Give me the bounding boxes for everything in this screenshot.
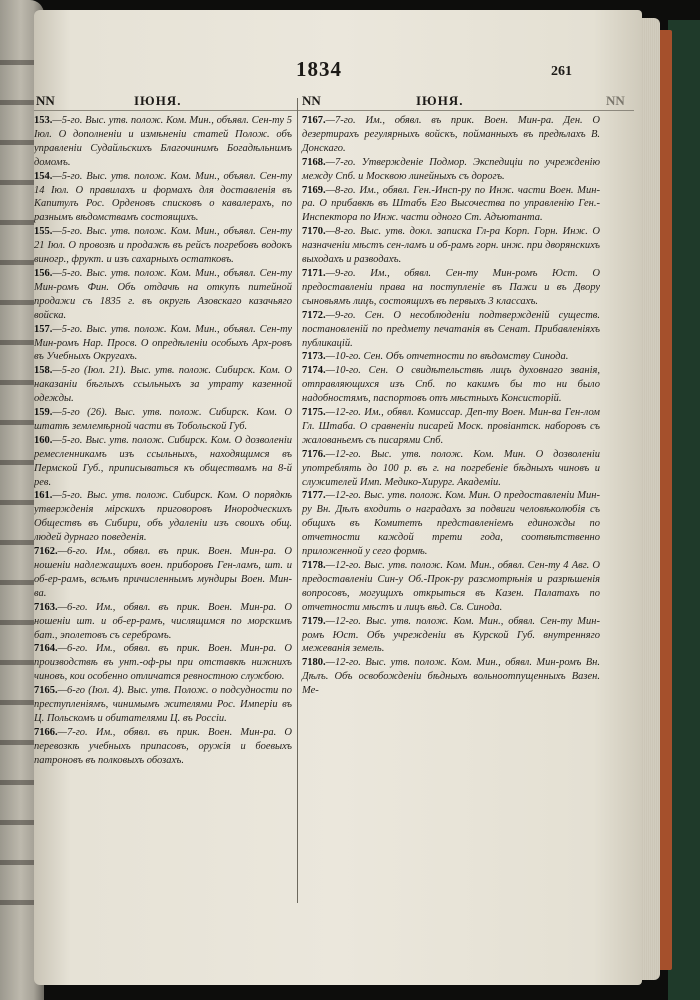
entry-text: —5-го. Выс. утв. полож. Ком. Мин., объявл. Сен-ту Мин-ромъ Фин. Объ отдачѣ на откупъ питейной продажи съ 1835 г. въ округѣ Азовскаго казачьяго войска. <box>34 267 292 321</box>
law-entry <box>302 156 600 184</box>
entry-number: 155. <box>34 226 53 238</box>
law-entry <box>34 726 292 768</box>
entry-text: —9-го. Сен. О несоблюденіи подтвержденій существ. постановленій по предмету печатанія въ Сенат. Прибавленіяхъ публикацій. <box>302 309 600 349</box>
entry-text: —7-го. Им., обявл. въ прик. Воен. Мин-ра. Ден. О дезертирахъ регулярныхъ войскъ, пойманныхъ въ предѣлахъ В. Донскаго. <box>302 115 600 154</box>
law-entry <box>34 225 292 267</box>
page-number: 261 <box>551 64 572 79</box>
law-entry <box>302 225 600 267</box>
entry-number: 7167. <box>302 115 326 126</box>
law-entry <box>302 559 600 615</box>
law-entry <box>302 114 600 156</box>
law-entry <box>302 406 600 448</box>
right-column-nn-heading: NN <box>302 93 321 108</box>
law-entry <box>34 545 292 601</box>
left-column-nn-heading: NN <box>36 93 55 108</box>
law-entry <box>34 642 292 684</box>
law-entry <box>34 684 292 726</box>
entry-number: 158. <box>34 365 53 377</box>
entry-number: 7164. <box>34 643 58 655</box>
entry-text: —5-го. Выс. утв. полож. Ком. Мин., объявл. Сен-ту 21 Іюл. О провозѣ и продажѣ въ рейсъ погребовъ водокъ виногр., фрукт. и изъ сахарныхъ остатковъ. <box>34 226 292 266</box>
entry-number: 7179. <box>302 615 326 627</box>
header-rule <box>34 110 634 111</box>
entry-number: 7172. <box>302 309 326 321</box>
law-entry <box>302 364 600 406</box>
law-entry <box>34 267 292 323</box>
entry-text: —7-го. Им., обявл. въ прик. Воен. Мин-ра. О перевозкѣ учебныхъ припасовъ, оружія и боевыхъ патроновъ въ полковыхъ обозахъ. <box>34 726 292 766</box>
law-entry <box>34 434 292 490</box>
entry-text: —6-го. Им., обявл. въ прик. Воен. Мин-ра. О производствѣ въ унт.-оф-ры при отставкѣ нижнихъ чиновъ, кои особенно отличатся ревностною службою. <box>34 643 292 683</box>
entry-number: 160. <box>34 434 53 446</box>
page-year-heading: 1834 <box>296 57 342 81</box>
entry-text: —6-го. Им., обявл. въ прик. Воен. Мин-ра. О ношеніи шт. и об-ер-рамъ, числящимся по морскимъ бат., эполетовъ съ серебромъ. <box>34 601 292 641</box>
entry-text: —8-го. Выс. утв. докл. записка Гл-ра Корп. Горн. Инж. О назначеніи мѣстъ сен-ламъ и об-рамъ горн. инж. при дворянскихъ выходахъ и разводахъ. <box>302 226 600 266</box>
entry-text: —5-го. Выс. утв. полож. Ком. Мин., объявл. Сен-ту 5 Іюл. О дополненіи и измѣненіи статей Полож. объ управленіи Судайльскихъ Благочинимъ Богадѣльнимъ домомъ. <box>34 115 292 168</box>
right-column <box>302 114 600 698</box>
law-entry <box>34 114 292 170</box>
entry-text: —12-го. Выс. утв. полож. Ком. Мин., обявл. Сен-ту Мин-ромъ Юст. Объ учрежденіи въ Курской Губ. внутренняго межеванія земель. <box>302 615 600 655</box>
entry-text: —5-го. Выс. утв. полож. Ком. Мин., объявл. Сен-ту 14 Іюл. О правилахъ и формахъ для доставленія въ Капитулъ Рос. Орденовъ списковъ о кавалерахъ, по разнымъ вѣдомствамъ состоящихъ. <box>34 170 292 224</box>
entry-text: —12-го. Выс. утв. полож. Ком. Мин. О предоставленіи Мин-ру Вн. Дѣлъ входить о наградахъ за подвиги человѣколюбія съ общихъ въ Комитетъ представленіемъ единожды по отчетности каждой трети года, соотвѣтственно приложенной у сего формѣ. <box>302 490 600 558</box>
entry-number: 7168. <box>302 156 326 168</box>
law-entry <box>302 448 600 490</box>
entry-text: —9-го. Им., обявл. Сен-ту Мин-ромъ Юст. О предоставленіи права на поступленіе въ Пажи и въ Двору сыновьямъ лицъ, состоящихъ въ первыхъ 3 классахъ. <box>302 267 600 307</box>
book-cover-green <box>668 20 700 1000</box>
entry-number: 7173. <box>302 351 326 363</box>
entry-number: 7177. <box>302 490 326 502</box>
entry-number: 7176. <box>302 448 326 460</box>
entry-number: 7180. <box>302 657 326 669</box>
entry-text: —12-го. Выс. утв. полож. Ком. Мин., обявл. Сен-ту 4 Авг. О предоставленіи Син-у Об.-Прок-ру разсмотрѣнія и разрѣшенія вопросовъ, могущихъ открыться въ Казен. Палатахъ по отчетности мѣстъ и лицъ вѣд. Св. Синода. <box>302 560 600 613</box>
entry-number: 156. <box>34 267 53 279</box>
entry-text: —5-го (26). Выс. утв. полож. Сибирск. Ком. О штатѣ землемѣрной части въ Тобольской Губ. <box>34 407 292 432</box>
entry-number: 7163. <box>34 601 58 613</box>
law-entry <box>302 489 600 559</box>
law-entry <box>302 184 600 226</box>
entry-text: —7-го. Утвержденіе Подмор. Экспедиціи по учрежденію между Спб. и Москвою линейныхъ съ дорогъ. <box>302 156 600 182</box>
law-entry <box>34 406 292 434</box>
entry-number: 7170. <box>302 226 326 238</box>
entry-text: —12-го. Выс. утв. полож. Ком. Мин. О дозволеніи употреблять до 100 р. въ г. на погребеніе бѣдныхъ чиновъ и служителей Имп. Медико-Хирург. Академіи. <box>302 448 600 488</box>
law-entry <box>34 170 292 226</box>
law-entry <box>302 309 600 351</box>
entry-text: —5-го. Выс. утв. полож. Сибирск. Ком. О дозволеніи ремесленникамъ изъ ссыльныхъ, находящимся въ Пермской Губ., приписываться къ обществамъ на 8-й рев. <box>34 434 292 488</box>
entry-number: 159. <box>34 407 53 419</box>
law-entry <box>302 615 600 657</box>
entry-number: 7169. <box>302 184 326 196</box>
entry-number: 7178. <box>302 560 326 571</box>
right-column-month-heading: ІЮНЯ. <box>416 93 464 108</box>
entry-text: —6-го. Им., обявл. въ прик. Воен. Мин-ра. О ношеніи надлежащихъ воен. приборовъ Ген-ламъ, шт. и об-ер-рамъ, всѣмъ причисленнымъ мундиры Воен. Мин-ва. <box>34 546 292 599</box>
law-entry <box>34 364 292 406</box>
right-margin-nn-heading: NN <box>606 93 625 108</box>
entry-number: 7174. <box>302 365 326 377</box>
entry-number: 7171. <box>302 267 326 279</box>
law-entry <box>302 350 600 364</box>
entry-text: —6-го (Іюл. 4). Выс. утв. Полож. о подсудности по преступленіямъ, чинимымъ жителями Рос. Имперіи въ Ц. Польскомъ и обитателями Ц. въ Россіи. <box>34 685 292 724</box>
law-entry <box>34 489 292 545</box>
entry-number: 7175. <box>302 407 326 419</box>
law-entry <box>302 267 600 309</box>
law-entry <box>302 656 600 698</box>
entry-number: 7166. <box>34 726 58 738</box>
entry-number: 7165. <box>34 685 58 697</box>
entry-text: —12-го. Им., обявл. Комиссар. Деп-ту Воен. Мин-ва Ген-лом Гл. Штаба. О сравненіи писарей Моск. провіантск. наборовъ съ жалованьемъ съ писарями Спб. <box>302 407 600 446</box>
entry-number: 157. <box>34 323 53 335</box>
entry-text: —12-го. Выс. утв. полож. Ком. Мин., обявл. Мин-ромъ Вн. Дѣлъ. Объ освобожденіи бѣдныхъ вольноотпущенныхъ Вазен. Ме- <box>302 657 600 697</box>
entry-text: —5-го. Выс. утв. полож. Ком. Мин., объявл. Сен-ту Мин-ромъ Нар. Просв. О опредѣленіи особыхъ Арх-ровъ въ Учебныхъ Округахъ. <box>34 323 292 363</box>
entry-text: —5-го. Выс. утв. полож. Сибирск. Ком. О порядкѣ утвержденія мірскихъ приговоровъ Инородческихъ Обществъ въ Сибири, объ удаленіи изъ своихъ общ. людей дурнаго поведенія. <box>34 490 292 544</box>
right-page <box>34 10 642 985</box>
entry-text: —5-го (Іюл. 21). Выс. утв. полож. Сибирск. Ком. О наказаніи бѣглыхъ ссыльныхъ за утрату казенной одежды. <box>34 365 292 405</box>
entry-number: 153. <box>34 115 53 126</box>
law-entry <box>34 601 292 643</box>
entry-text: —10-го. Сен. О свидѣтельствѣ лицъ духовнаго званія, отправляющихся изъ Спб. по какимъ бы то ни было надобностямъ, паспортовъ отъ мѣстныхъ Консисторій. <box>302 365 600 405</box>
entry-number: 154. <box>34 170 53 182</box>
entry-number: 7162. <box>34 546 58 558</box>
entry-text: —10-го. Сен. Объ отчетности по вѣдомству Синода. <box>325 351 569 363</box>
entry-text: —8-го. Им., обявл. Ген.-Инсп-ру по Инж. части Воен. Мин-ра. О прибавкѣ въ Штабъ Его Высочества по управленію Ген.-Инспектора по Инж. части одного Ст. Адъютанта. <box>302 184 600 224</box>
column-divider <box>297 98 298 903</box>
left-column <box>34 114 292 768</box>
entry-number: 161. <box>34 490 53 502</box>
law-entry <box>34 323 292 365</box>
left-column-month-heading: ІЮНЯ. <box>134 93 182 108</box>
